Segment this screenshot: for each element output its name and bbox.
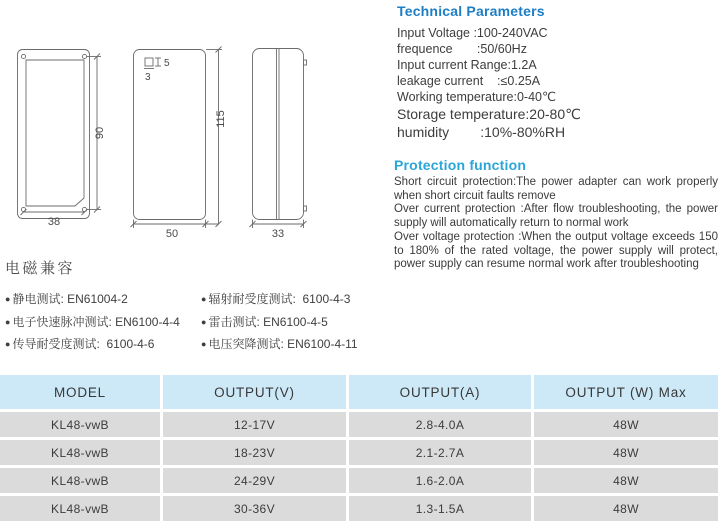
over-voltage-protection-text: Over voltage protection :When the output voltage exceeds 150 to 180% of the rated voltage, the power supply will protect, power supply can resume normal work after troubleshooting <box>394 230 718 271</box>
side-width-dim-label: 33 <box>271 228 285 240</box>
emc-item-fast-pulse-test: ● 电子快速脉冲测试: EN6100-4-4 <box>5 311 201 334</box>
over-current-protection-text: Over current protection :After flow troubleshooting, the power supply will automatically return to normal work <box>394 203 718 230</box>
technical-parameters-section <box>397 3 718 141</box>
table-cell-output-w: 48W <box>534 412 718 437</box>
param-humidity: humidity :10%-80%RH <box>397 124 566 140</box>
side-view-drawing <box>250 49 307 229</box>
emc-section <box>5 257 393 356</box>
param-leakage-current: leakage current :≤0.25A <box>397 74 541 88</box>
slot-height-dim-label: 3 <box>145 72 151 83</box>
table-cell-output-v: 24-29V <box>163 468 346 493</box>
param-input-current-range: Input current Range:1.2A <box>397 58 537 72</box>
emc-item-radiated-immunity-test: ● 辐射耐受度测试: 6100-4-3 <box>201 288 393 311</box>
table-cell-model: KL48-vwB <box>0 440 160 465</box>
profile-width-dim-label: 50 <box>165 228 179 240</box>
table-cell-output-a: 2.1-2.7A <box>349 440 531 465</box>
protection-function-section <box>394 157 718 272</box>
table-cell-output-a: 1.3-1.5A <box>349 496 531 521</box>
table-cell-output-v: 30-36V <box>163 496 346 521</box>
table-cell-model: KL48-vwB <box>0 496 160 521</box>
profile-height-dim-label: 115 <box>215 110 227 128</box>
col-header-output-v: OUTPUT(V) <box>163 375 346 409</box>
param-working-temperature: Working temperature:0-40℃ <box>397 90 557 104</box>
output-spec-table <box>0 375 718 521</box>
col-header-output-a: OUTPUT(A) <box>349 375 531 409</box>
emc-title: 电磁兼容 <box>5 260 76 277</box>
emc-item-lightning-test: ● 雷击测试: EN6100-4-5 <box>201 311 393 334</box>
front-view-drawing <box>18 50 102 219</box>
slot-width-dim-label: 5 <box>164 58 170 69</box>
table-cell-output-w: 48W <box>534 440 718 465</box>
table-cell-output-a: 2.8-4.0A <box>349 412 531 437</box>
table-cell-output-w: 48W <box>534 468 718 493</box>
front-width-dim-label: 38 <box>47 216 61 228</box>
drawings-svg <box>0 35 350 250</box>
short-circuit-protection-text: Short circuit protection:The power adapter can work properly when short circuit faults remove <box>394 176 718 202</box>
table-cell-output-v: 18-23V <box>163 440 346 465</box>
table-cell-output-v: 12-17V <box>163 412 346 437</box>
table-cell-model: KL48-vwB <box>0 412 160 437</box>
emc-test-list <box>5 288 393 356</box>
front-height-dim-label: 90 <box>94 126 106 140</box>
table-cell-output-a: 1.6-2.0A <box>349 468 531 493</box>
col-header-output-w-max: OUTPUT (W) Max <box>534 375 718 409</box>
param-frequence: frequence :50/60Hz <box>397 42 527 56</box>
dimensional-drawings <box>0 35 350 250</box>
emc-item-voltage-dip-test: ● 电压突降测试: EN6100-4-11 <box>201 333 393 356</box>
protection-function-title: Protection function <box>394 157 527 173</box>
table-cell-output-w: 48W <box>534 496 718 521</box>
col-header-model: MODEL <box>0 375 160 409</box>
emc-item-conducted-immunity-test: ● 传导耐受度测试: 6100-4-6 <box>5 333 201 356</box>
param-input-voltage: Input Voltage :100-240VAC <box>397 26 548 40</box>
technical-parameters-title: Technical Parameters <box>397 3 545 19</box>
table-cell-model: KL48-vwB <box>0 468 160 493</box>
param-storage-temperature: Storage temperature:20-80℃ <box>397 106 581 122</box>
emc-item-static-test: ● 静电测试: EN61004-2 <box>5 288 201 311</box>
